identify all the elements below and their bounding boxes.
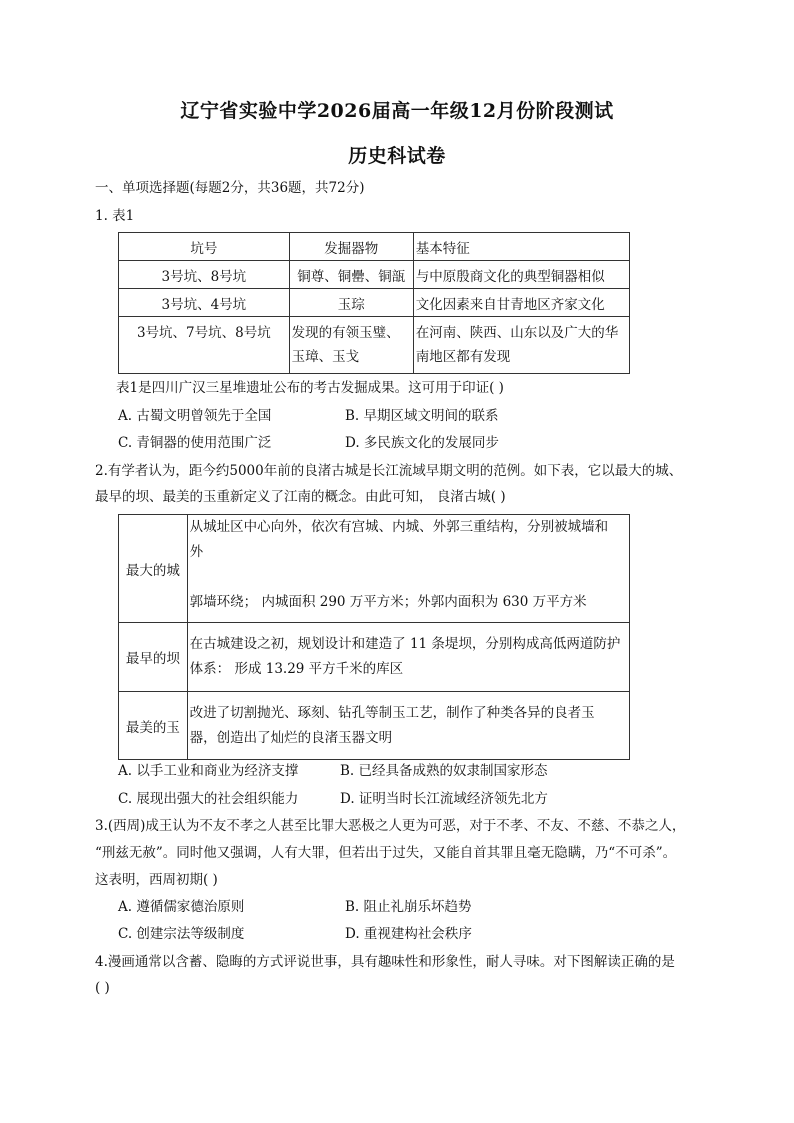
table-row <box>119 623 630 692</box>
table-cell: 3号坑、7号坑、8号坑 <box>119 317 290 374</box>
q1-table <box>118 232 630 374</box>
cell-line: 从城址区中心向外，依次有宫城、内城、外郭三重结构，分别被城墙和 <box>189 519 609 535</box>
q2-table <box>118 514 630 760</box>
table-row <box>119 692 630 760</box>
q3-line1: 3.(西周)成王认为不友不孝之人甚至比罪大恶极之人更为可恶，对于不孝、不友、不慈、不恭之人， <box>95 818 686 834</box>
cell-line: 体系： 形成 13.29 平方千米的库区 <box>189 661 404 677</box>
q4-line1: 4.漫画通常以含蓄、隐晦的方式评说世事，具有趣味性和形象性，耐人寻味。对下图解读正确的是 <box>95 954 675 970</box>
table-header-cell: 发掘器物 <box>289 233 413 261</box>
table-cell: 与中原殷商文化的典型铜器相似 <box>413 261 629 289</box>
section-heading: 一、单项选择题(每题2分，共36题，共72分) <box>95 180 365 196</box>
cell-line: 改进了切割抛光、琢刻、钻孔等制玉工艺，制作了种类各异的良者玉 <box>189 704 595 721</box>
table-cell: 在河南、陕西、山东以及广大的华南地区都有发现 <box>413 317 629 374</box>
table-cell <box>187 623 629 692</box>
q1-stem: 表1是四川广汉三星堆遗址公布的考古发掘成果。这可用于印证( ) <box>116 380 504 396</box>
q2-stem-line1: 2.有学者认为，距今约5000年前的良渚古城是长江流域早期文明的范例。如下表，它以最大的城、 <box>95 463 683 479</box>
table-row <box>119 317 630 374</box>
q1-option-c[interactable]: C. 青铜器的使用范围广泛 <box>118 435 272 451</box>
q3-option-d[interactable]: D. 重视建构社会秩序 <box>345 926 472 942</box>
table-header-cell: 坑号 <box>119 233 290 261</box>
table-row <box>119 261 630 289</box>
table-row-label: 最早的坝 <box>119 623 188 692</box>
exam-subtitle: 历史科试卷 <box>348 145 446 167</box>
table-cell: 3号坑、4号坑 <box>119 289 290 317</box>
q2-option-d[interactable]: D. 证明当时长江流域经济领先北方 <box>340 791 548 807</box>
exam-title: 辽宁省实验中学2026届高一年级12月份阶段测试 <box>180 100 614 122</box>
table-cell: 玉琮 <box>289 289 413 317</box>
q3-option-b[interactable]: B. 阻止礼崩乐坏趋势 <box>345 899 472 915</box>
table-header-cell: 基本特征 <box>413 233 629 261</box>
q2-stem-line2: 最早的坝、最美的玉重新定义了江南的概念。由此可知， 良渚古城( ) <box>95 489 506 505</box>
table-cell: 铜尊、铜罍、铜瓿 <box>289 261 413 289</box>
q2-option-a[interactable]: A. 以手工业和商业为经济支撑 <box>118 763 299 779</box>
cell-line: 郭墙环绕； 内城面积 290 万平方米；外郭内面积为 630 万平方米 <box>189 594 587 610</box>
q3-line2: “刑兹无赦”。同时他又强调，人有大罪，但若出于过失，又能自首其罪且毫无隐瞒，乃“不可杀”。 <box>95 845 677 861</box>
table-cell <box>187 692 629 760</box>
table-cell: 3号坑、8号坑 <box>119 261 290 289</box>
cell-line: 外 <box>189 544 204 560</box>
q3-option-a[interactable]: A. 遵循儒家德治原则 <box>118 899 245 915</box>
cell-line: 器，创造出了灿烂的良渚玉器文明 <box>189 729 393 746</box>
table-cell <box>187 515 629 623</box>
q1-option-a[interactable]: A. 古蜀文明曾领先于全国 <box>118 408 272 424</box>
q1-option-b[interactable]: B. 早期区域文明间的联系 <box>345 408 499 424</box>
q3-line3: 这表明，西周初期( ) <box>95 872 218 888</box>
q3-option-c[interactable]: C. 创建宗法等级制度 <box>118 926 245 942</box>
q1-option-d[interactable]: D. 多民族文化的发展同步 <box>345 435 499 451</box>
cell-line <box>190 565 627 590</box>
q1-label: 1. 表1 <box>95 208 135 224</box>
table-row-label: 最大的城 <box>119 515 188 623</box>
q2-option-b[interactable]: B. 已经具备成熟的奴隶制国家形态 <box>340 763 548 779</box>
table-cell: 文化因素来自甘青地区齐家文化 <box>413 289 629 317</box>
table-header-row <box>119 233 630 261</box>
table-row <box>119 515 630 623</box>
q4-line2: ( ) <box>95 980 110 996</box>
cell-line: 在古城建设之初，规划设计和建造了 11 条堤坝，分别构成高低两道防护 <box>189 636 621 652</box>
table-row <box>119 289 630 317</box>
table-cell: 发现的有领玉璧、玉璋、玉戈 <box>289 317 413 374</box>
q2-option-c[interactable]: C. 展现出强大的社会组织能力 <box>118 791 299 807</box>
table-row-label: 最美的玉 <box>119 692 188 760</box>
